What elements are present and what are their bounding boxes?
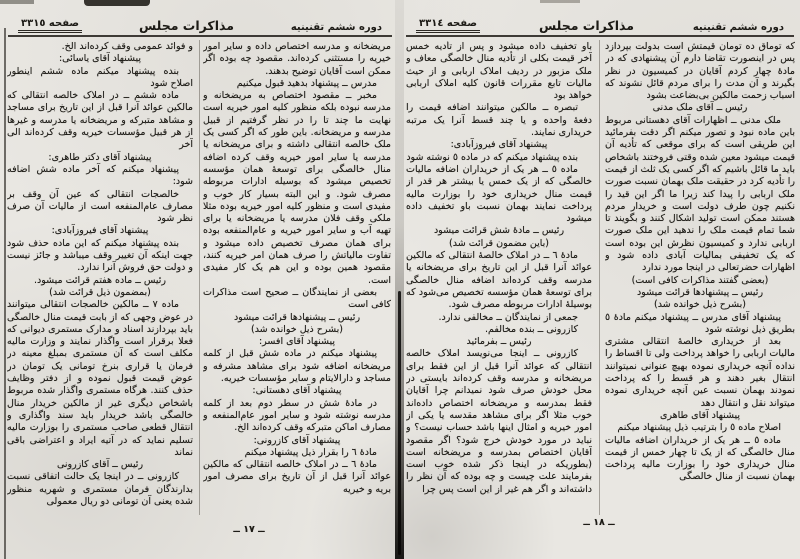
paragraph: پیشنهاد آقای یاسائی:: [58, 53, 142, 65]
page-number: صفحه ٣٣١٥: [18, 18, 82, 33]
paragraph: (بمضمون ذیل قرائت شد): [49, 286, 151, 298]
paragraph: مخبر ــ مقصود اختصاص به مریضخانه و مدرسه نبوده بلکه منظور کلیه امور خیریه است نهایت ما چند تا را در نظر گرفتیم از قبیل مدرسه و مریضخانه. باین طور که اگر کسی یک ملک خالصه انتقالی داشته و برای مریضخانه یا مدرسه یا سایر امور خیریه وقف کرده اضافه منال خالصگی برای توسعهٔ همان مؤسسه تخصیص میشود که بوسیله ادارات مربوطه مصرف شود. و این البته بسیار کار خوب و مفیدی است و منظور کلیه امور خیریه بوده مثلا ملکی وقف فلان مدرسه یا مریضخانه یا برای تهیه آب و سایر امور خیریه و عام‌المنفعه بوده برای همان مصرف تخصیص داده میشود و تفاوت مالیاتش را صرف همان امر خیریه کنند، مقصود همین بوده و این هم یک کار مفیدی است.: [203, 90, 391, 286]
paragraph: مادهٔ ٦ را بقرار ذیل پیشنهاد میکنم: [244, 446, 377, 458]
header-rule: [406, 35, 794, 37]
paragraph: پیشنهاد آقای فیروزآبادی:: [450, 139, 548, 151]
page-footer-number: ــ ١٨ ــ: [583, 517, 615, 528]
page-footer-number: ــ ١٧ ــ: [233, 524, 265, 535]
paragraph: پیشنهاد آقای افسر:: [258, 336, 335, 348]
paragraph: (بشرح ذیل خوانده شد): [653, 299, 746, 311]
paragraph: رئیس ــ آقای کازرونی: [56, 459, 144, 471]
paragraph: بنده پیشنهاد میکنم که این ماده حذف شود جهت اینکه آن تغییر وقف میباشد و جائز نیست و دولت حق فروش آنرا ندارد.: [7, 237, 193, 274]
paragraph: ماده ٥ ــ هر یک از خریداران اضافه مالیات خالصگی که از یک خمس یا بیشتر هر قدر از قیمت منال خریداری خود را بوزارت مالیه پرداخت نمایند بهمان نسبت باو تخفیف داده میشود: [406, 163, 592, 225]
column-divider: [599, 40, 600, 515]
page-3314: [404, 0, 796, 559]
journal-title: مذاکرات مجلس: [138, 18, 234, 33]
paragraph: مریضخانه و مدرسه اختصاص داده و سایر امور خیریه را مستثنی کرده‌اند. مقصود چه بوده اگر ممکن است آقایان توضیح بدهند.: [203, 41, 391, 77]
paragraph: پیشنهاد آقای طاهری: [659, 409, 741, 421]
page-header: [404, 11, 796, 33]
paragraph: مدرس ــ پیشنهاد بدهید قبول میکنیم: [236, 77, 377, 89]
paragraph: کازرونی ــ در اینجا یک حالت اتفاقی نسبت بدارندگان فرمان مستمری و شهریه منظور شده یعنی آن تومانی دو ریال معمولی: [7, 471, 193, 507]
paragraph: بعد از خریداری خالصهٔ انتقالی مشتری مالیات اربابی را خواهد پرداخت ولی تا اقساط را نداده آنچه خریداری نموده بهیچ عنوانی نمیتوانند انتقال بغیر دهند و هر قسط را که پرداخت نمودند بهمان نسبت عین آنچه خریداری نموده میتواند نقل و انتقال دهد: [605, 336, 795, 409]
paragraph: (بعضی گفتند مذاکرات کافی است): [631, 274, 769, 286]
text-column: [406, 41, 592, 517]
paragraph: پیشنهاد میکنم در ماده شش قبل از کلمه مریضخانه اضافه شود برای مشاهد مشرفه و مساجد و دارالایتام و سایر مؤسسات خیریه.: [203, 348, 391, 385]
paragraph: بنده پیشنهاد میکنم ماده ششم اینطور اصلاح شود: [7, 65, 193, 89]
paragraph: ماده ٥ ــ هر یک از خریداران اضافه مالیات منال خالصگی که از یک تا چهار خمس از قیمت منال خریداری خود را بوزارت مالیه پرداخت بهمان نسبت از منال خالصگی: [605, 434, 795, 483]
paragraph: اصلاح ماده ٥ را بترتیب ذیل پیشنهاد میکنم: [617, 422, 781, 434]
journal-title: مذاکرات مجلس: [538, 18, 634, 33]
binding-gutter-shadow: [395, 0, 404, 559]
paragraph: پیشنهاد آقای کازرونی:: [253, 434, 341, 446]
paragraph: رئیس ــ بفرمائید: [466, 336, 532, 348]
paragraph: جمعی از نمایندگان ــ مخالفی ندارد.: [438, 311, 578, 323]
page-header: [6, 11, 394, 33]
paragraph: کازرونی ــ بنده مخالفم.: [484, 323, 578, 335]
paragraph: پیشنهاد آقای دهستانی:: [252, 385, 342, 397]
column-divider: [199, 40, 200, 515]
paragraph: (باین مضمون قرائت شد): [449, 237, 549, 249]
paragraph: پیشنهاد آقای دکتر طاهری:: [48, 151, 152, 163]
text-column: [605, 41, 795, 517]
paragraph: پیشنهاد آقای مدرس ــ پیشنهاد میکنم مادهٔ ٥ بطریق ذیل نوشته شود: [605, 311, 795, 335]
legislature-label: دوره ششم تقنینیه: [290, 22, 382, 33]
paragraph: که توماق ده تومان قیمتش است بدولت بپردازد پس در اینصورت تقاضا دارم آن پیشنهادی که در مادهٔ چهار کردم آقایان در کمیسیون در نظر بگیرند و آن مدت را برای مردم قائل نشوند که اسباب زحمت مالکین بی‌بضاعت بشود: [605, 41, 795, 102]
legislature-label: دوره ششم تقنینیه: [692, 22, 784, 33]
paragraph: بعضی از نمایندگان ــ صحیح است مذاکرات کافی است: [203, 286, 391, 311]
page-3315: [6, 0, 394, 559]
paragraph: رئیس ــ ماده هفتم قرائت میشود.: [33, 274, 167, 286]
paragraph: رئیس ــ پیشنهادها قرائت میشود: [233, 311, 361, 323]
paragraph: ماده ششم ــ در املاک خالصه انتقالی که مالکین عوائد آنرا قبل از این تاریخ برای مساجد و مشاهد متبرکه و مریضخانه یا مدرسه و غیرها از هر قبیل مؤسسات خیریه وقف کرده‌اند الی آخر: [7, 90, 193, 151]
paragraph: در مادهٔ شش در سطر دوم بعد از کلمه مدرسه نوشته شود و سایر امور عام‌المنفعه و مصارف اماکن متبرکه وقف کرده‌اند الخ.: [203, 397, 391, 434]
paragraph: خالصجات انتقالی که عین آن وقف بر مصارف عام‌المنفعه است از مالیات آن صرف نظر شود: [7, 188, 193, 225]
paragraph: رئیس ــ پیشنهادها قرائت میشود: [636, 286, 764, 298]
paragraph: و فوائد عمومی وقف کرده‌اند الخ.: [61, 41, 193, 52]
paragraph: رئیس ــ آقای ملک مدنی: [652, 102, 748, 114]
paragraph: تبصره ــ مالکین میتوانند اضافه قیمت را دفعهٔ واحده و یا چند قسط آنرا یک مرتبه خریداری نمایند.: [406, 102, 592, 139]
paragraph: پیشنهاد آقای فیروزآبادی:: [51, 225, 149, 237]
paragraph: (بشرح ذیل خوانده شد): [250, 323, 343, 335]
paragraph: مادهٔ ٦ ــ در املاک خالصه انتقالی که مالکین عوائد آنرا قبل از آن تاریخ برای مصرف امور بریه و خیریه: [203, 459, 391, 495]
page-number: صفحه ٣٣١٤: [416, 18, 480, 33]
paragraph: مادهٔ ٦ ــ در املاک خالصهٔ انتقالی که مالکین عوائد آنرا قبل از این تاریخ برای مریضخانه یا مدرسه وقف کرده‌اند اضافه منال خالصگی برای توسعهٔ همان مؤسسه تخصیص می‌شود که بوسیلهٔ ادارات مربوطه مصرف شود.: [406, 250, 592, 311]
text-column: [7, 41, 193, 517]
paragraph: بنده پیشنهاد میکنم که در ماده ٥ نوشته شود: [406, 151, 578, 163]
paragraph: رئیس ــ مادهٔ شش قرائت میشود: [433, 225, 565, 237]
paragraph: باو تخفیف داده میشود و پس از تأدیه خمس آخر قیمت بکلی از تأدیه منال خالصگی معاف و ملک مزبور در ردیف املاک اربابی و از حیث مالیات تابع مقررات قانون کلیه املاک اربابی خواهد بود: [406, 41, 592, 102]
header-rule: [8, 35, 392, 37]
paragraph: کازرونی ــ اینجا می‌نویسد املاک خالصه انتقالی که عوائد آنرا قبل از این فقط برای مریضخانه و مدرسه وقف کرده‌اند بایستی در محل خودش صرف شود نمیدانم چرا آقایان فقط بمدرسه و مریضخانه اختصاص داده‌اند خوب مثلا اگر برای مشاهد مقدسه یا یکی از امور خیریه و امثال اینها باشد حساب نیست؟ و نباید در مورد خودش خرج شود؟ اگر مقصود آقایان اختصاص بمدرسه و مریضخانه است (بطوریکه در اینجا ذکر شده خوب است بفرمایند علت چیست و چه بوده که آن نظر را داشته‌اند و اگر هم غیر از این است پس چرا: [406, 348, 592, 495]
paragraph: ماده ٧ ــ مالکین خالصجات انتقالی میتوانند در عوض وجهی که از بابت قیمت منال خالصگی باید بپردازند اسناد و مدارک مستمری دیوانی که فعلا برقرار است واگذار نمایند و وزارت مالیه مکلف است که آن مستمری بمبلغ معینه در فرمان یا قراری بنرخ تومانی یک تومان در عوض قیمت قبول نموده و از دفتر وظایف حذف کنند. هرگاه مستمری واگذار شده مربوط باشخاص دیگری غیر از مالکین خریدار منال خالصگی باشد خریدار باید سند واگذاری و انتقال قطعی صاحب مستمری را بوزارت مالیه تسلیم نماید که در آتیه ایراد و اعتراضی باقی نماند: [7, 299, 193, 458]
paragraph: ملک مدنی ــ اظهارات آقای دهستانی مربوط باین ماده نبود و تصور میکنم اگر دقت بفرمائید این طریقی است که برای موقعی که تأدیه آن قیمت میشود معین شده وقتی فروختند باشخاص باید ما قائل باشیم که اگر کسی یک ثلث از قیمت را تأدیه کرد در حقیقت ملک بهمان نسبت صورت ملک اربابی را پیدا کند زیرا ما اگر این قید را نکنیم چون طرف دولت است و خریدار مردم هستند ممکن است تولید اشکال کنند و بگویند تا شما تمام قیمت ملک را ندهید این ملک صورت اربابی ندارد و کمیسیون نظرش این بوده است که یک تخفیفی بمالیات آبادی داده شود و اظهارات حضرتعالی در اینجا مورد ندارد: [605, 114, 795, 274]
text-column: [203, 41, 391, 517]
paragraph: پیشنهاد میکنم که آخر ماده شش اضافه شود:: [7, 163, 193, 188]
